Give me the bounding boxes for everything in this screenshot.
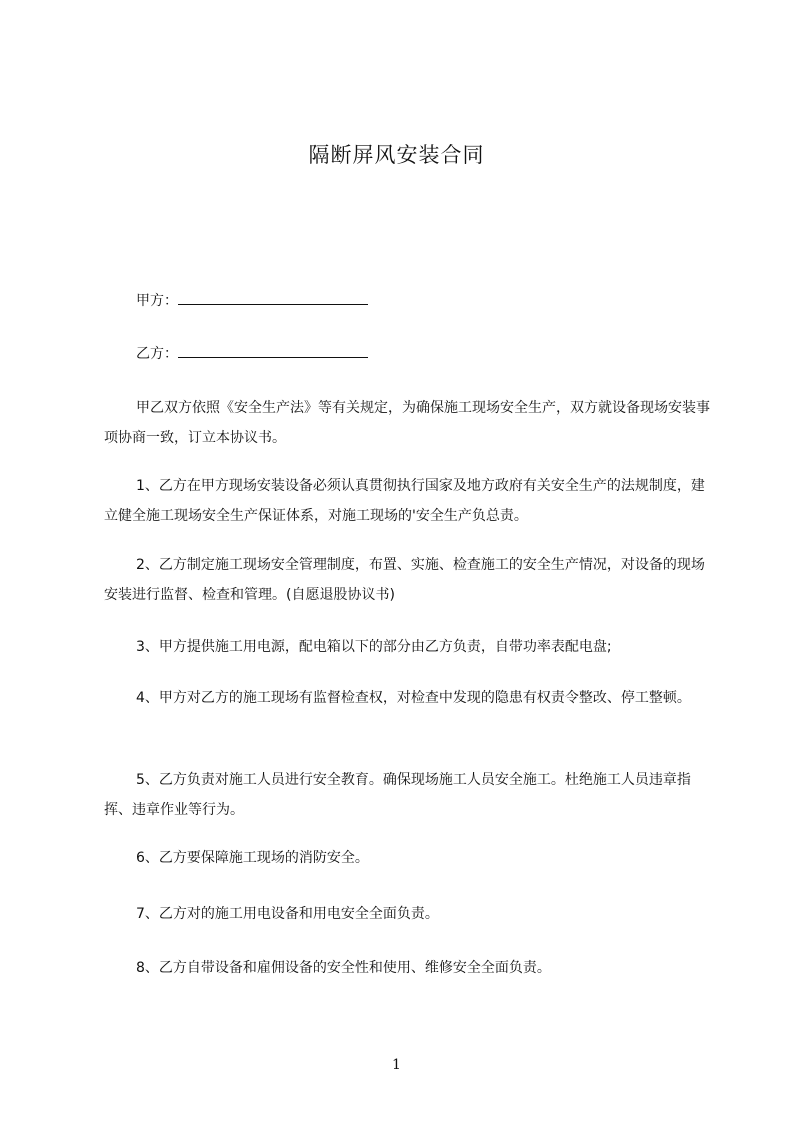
clause-8: 8、乙方自带设备和雇佣设备的安全性和使用、维修安全全面负责。 bbox=[136, 960, 551, 976]
party-a-label: 甲方： bbox=[136, 293, 178, 309]
clause-5: 5、乙方负责对施工人员进行安全教育。确保现场施工人员安全施工。杜绝施工人员违章指挥、违章作业等行为。 bbox=[104, 772, 691, 818]
clause-2: 2、乙方制定施工现场安全管理制度，布置、实施、检查施工的安全生产情况，对设备的现场安装进行监督、检查和管理。(自愿退股协议书) bbox=[104, 557, 705, 603]
clause-6: 6、乙方要保障施工现场的消防安全。 bbox=[136, 850, 369, 866]
intro-paragraph: 甲乙双方依照《安全生产法》等有关规定，为确保施工现场安全生产，双方就设备现场安装事项协商一致，订立本协议书。 bbox=[104, 400, 710, 446]
clause-4: 4、甲方对乙方的施工现场有监督检查权，对检查中发现的隐患有权责令整改、停工整顿。 bbox=[136, 690, 691, 706]
party-b-blank bbox=[178, 343, 368, 358]
clause-7: 7、乙方对的施工用电设备和用电安全全面负责。 bbox=[136, 906, 439, 922]
document-title: 隔断屏风安装合同 bbox=[308, 143, 485, 167]
party-b-line bbox=[136, 343, 368, 364]
party-b-label: 乙方： bbox=[136, 346, 178, 362]
party-a-blank bbox=[178, 290, 368, 305]
party-a-line bbox=[136, 290, 368, 311]
page-number: 1 bbox=[392, 1057, 401, 1073]
clause-3: 3、甲方提供施工用电源，配电箱以下的部分由乙方负责，自带功率表配电盘; bbox=[136, 639, 612, 655]
clause-1: 1、乙方在甲方现场安装设备必须认真贯彻执行国家及地方政府有关安全生产的法规制度，建立健全施工现场安全生产保证体系，对施工现场的'安全生产负总责。 bbox=[104, 478, 705, 524]
